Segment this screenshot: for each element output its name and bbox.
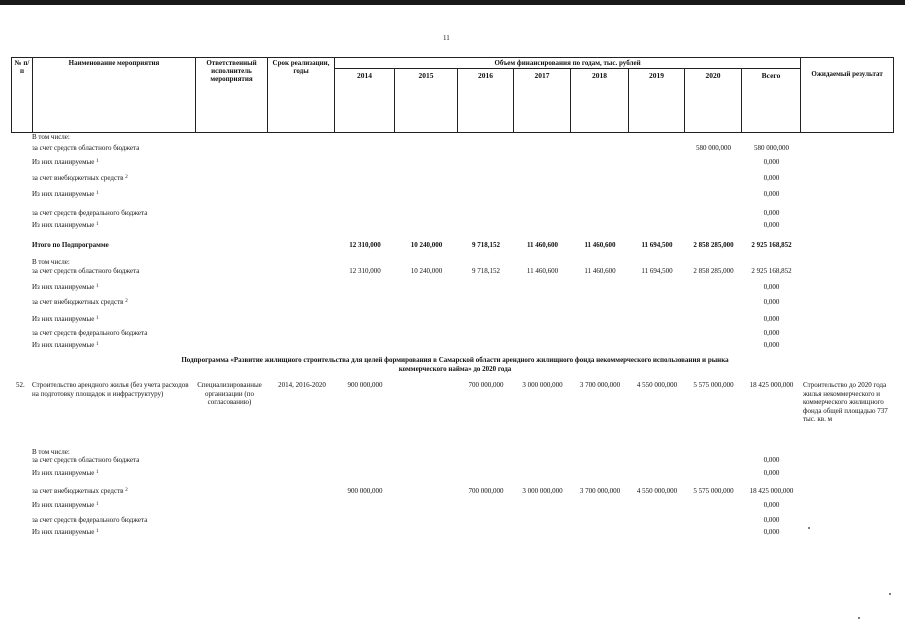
value-cell: 580 000,000 <box>754 144 789 152</box>
row-label-text: за счет средств федерального бюджета <box>32 516 148 524</box>
table-row <box>0 298 905 312</box>
row-label <box>32 329 147 337</box>
row-label-text: Из них планируемые <box>32 283 95 291</box>
value-cell: 12 310,000 <box>349 241 381 249</box>
value-cell: 11 460,600 <box>526 267 559 275</box>
value-cell: 700 000,000 <box>468 381 504 389</box>
row-label-text: В том числе: <box>32 258 70 266</box>
value-cell: 0,000 <box>763 283 780 291</box>
value-cell: 11 694,500 <box>641 267 673 275</box>
row-label <box>32 448 70 456</box>
value-cell: 0,000 <box>763 528 780 536</box>
value-cell: 2 925 168,852 <box>751 241 792 249</box>
header-year-2018: 2018 <box>571 69 629 133</box>
scan-speck <box>808 527 810 529</box>
row-label <box>32 258 70 266</box>
value-cell: 0,000 <box>763 298 780 306</box>
row-label <box>32 267 139 275</box>
table-row <box>0 144 905 158</box>
row-label-text: за счет внебюджетных средств <box>32 298 124 306</box>
row-label-text: за счет средств федерального бюджета <box>32 209 148 217</box>
footnote-mark: 2 <box>125 299 128 304</box>
table-row <box>0 221 905 235</box>
value-cell: 0,000 <box>763 469 780 477</box>
item-52-name: Строительство арендного жилья (без учета расходов на подготовку площадок и инфраструктуру) <box>32 381 189 398</box>
row-label-text: за счет внебюджетных средств <box>32 487 124 495</box>
row-label-text: Из них планируемые <box>32 469 95 477</box>
table-row <box>0 456 905 470</box>
header-financing: Объем финансирования по годам, тыс. рублей <box>335 58 801 69</box>
row-label-text: за счет средств областного бюджета <box>32 267 140 275</box>
table-row <box>0 190 905 204</box>
header-year-2017: 2017 <box>514 69 571 133</box>
value-cell: 0,000 <box>763 315 780 323</box>
row-label <box>32 133 70 141</box>
value-cell: 11 694,500 <box>641 241 673 249</box>
footnote-mark: 1 <box>96 222 99 227</box>
row-label <box>32 283 99 291</box>
value-cell: 3 000 000,000 <box>522 381 563 389</box>
value-cell: 11 460,600 <box>584 241 616 249</box>
footnote-mark: 1 <box>96 342 99 347</box>
table-row <box>0 267 905 281</box>
row-label-text: Итого по Подпрограмме <box>32 241 109 249</box>
row-label-text: за счет средств областного бюджета <box>32 144 140 152</box>
value-cell: 10 240,000 <box>410 267 443 275</box>
row-label-text: за счет внебюджетных средств <box>32 174 124 182</box>
table-header <box>11 57 894 133</box>
row-label <box>32 241 109 249</box>
row-label-text: Из них планируемые <box>32 190 95 198</box>
item-52-period: 2014, 2016-2020 <box>278 381 326 389</box>
value-cell: 9 718,152 <box>472 267 500 275</box>
value-cell: 0,000 <box>763 158 780 166</box>
value-cell: 11 460,600 <box>584 267 616 275</box>
item-52-num: 52. <box>16 381 25 389</box>
scan-speck <box>889 593 891 595</box>
item-52-values <box>0 381 905 395</box>
value-cell: 2 925 168,852 <box>751 267 792 275</box>
value-cell: 900 000,000 <box>347 381 383 389</box>
value-cell: 0,000 <box>763 501 780 509</box>
row-label <box>32 341 99 349</box>
table-row <box>0 501 905 515</box>
row-label <box>32 487 128 495</box>
value-cell: 0,000 <box>763 456 780 464</box>
value-cell: 18 425 000,000 <box>749 381 794 389</box>
footnote-mark: 2 <box>125 488 128 493</box>
header-year-2015: 2015 <box>395 69 458 133</box>
row-label <box>32 501 99 509</box>
value-cell: 4 550 000,000 <box>636 487 678 495</box>
subprogram-title: Подпрограмма «Развитие жилищного строительства для целей формирования в Самарской области арендного жилищного фонда некоммерческого использования и рынка коммерческого найма» до 2020 года <box>181 356 729 373</box>
scan-speck <box>858 617 860 619</box>
footnote-mark: 1 <box>96 191 99 196</box>
table-row <box>0 341 905 355</box>
row-label-text: В том числе: <box>32 133 70 141</box>
table-row <box>0 283 905 297</box>
page-number: 11 <box>443 34 450 42</box>
item-52-executor: Специализированные организации (по согласованию) <box>197 381 262 406</box>
value-cell: 580 000,000 <box>696 144 731 152</box>
row-label-text: за счет средств федерального бюджета <box>32 329 148 337</box>
table-row <box>0 528 905 542</box>
row-label <box>32 469 99 477</box>
row-label <box>32 190 99 198</box>
table-row <box>0 315 905 329</box>
row-label <box>32 528 99 536</box>
row-label <box>32 456 139 464</box>
row-label <box>32 174 128 182</box>
value-cell: 0,000 <box>763 341 780 349</box>
footnote-mark: 1 <box>96 529 99 534</box>
row-label <box>32 144 139 152</box>
row-label <box>32 516 147 524</box>
value-cell: 0,000 <box>763 174 780 182</box>
header-year-2016: 2016 <box>458 69 514 133</box>
value-cell: 11 460,600 <box>526 241 559 249</box>
header-year-2014: 2014 <box>335 69 395 133</box>
header-year-2019: 2019 <box>629 69 685 133</box>
table-row <box>0 174 905 188</box>
row-label-text: В том числе: <box>32 448 70 456</box>
row-label-text: Из них планируемые <box>32 315 95 323</box>
row-label-text: Из них планируемые <box>32 158 95 166</box>
footnote-mark: 1 <box>96 284 99 289</box>
table-row <box>0 487 905 501</box>
row-label-text: Из них планируемые <box>32 528 95 536</box>
total-row <box>0 241 905 255</box>
value-cell: 4 550 000,000 <box>636 381 678 389</box>
value-cell: 18 425 000,000 <box>749 487 794 495</box>
header-num: № п/п <box>12 58 33 133</box>
value-cell: 9 718,152 <box>472 241 500 249</box>
value-cell: 3 000 000,000 <box>522 487 563 495</box>
header-period: Срок реализации, годы <box>268 58 335 133</box>
value-cell: 2 858 285,000 <box>693 241 734 249</box>
value-cell: 900 000,000 <box>347 487 383 495</box>
value-cell: 700 000,000 <box>468 487 504 495</box>
row-label <box>32 209 147 217</box>
footnote-mark: 1 <box>96 159 99 164</box>
value-cell: 2 858 285,000 <box>693 267 734 275</box>
header-year-2020: 2020 <box>685 69 742 133</box>
value-cell: 0,000 <box>763 209 780 217</box>
value-cell: 5 575 000,000 <box>693 381 734 389</box>
row-label <box>32 158 99 166</box>
value-cell: 3 700 000,000 <box>579 487 621 495</box>
table-row <box>0 158 905 172</box>
scan-top-edge <box>0 0 905 5</box>
value-cell: 10 240,000 <box>410 241 443 249</box>
footnote-mark: 1 <box>96 470 99 475</box>
value-cell: 0,000 <box>763 221 780 229</box>
table-row <box>0 469 905 483</box>
item-52-result: Строительство до 2020 года жилья некоммерческого и коммерческого жилищного фонда общей площадью 737 тыс. кв. м <box>803 381 888 423</box>
row-label <box>32 221 99 229</box>
header-executor: Ответственный исполнитель мероприятия <box>196 58 268 133</box>
row-label-text: Из них планируемые <box>32 221 95 229</box>
value-cell: 5 575 000,000 <box>693 487 734 495</box>
value-cell: 0,000 <box>763 516 780 524</box>
row-label-text: за счет средств областного бюджета <box>32 456 140 464</box>
value-cell: 0,000 <box>763 190 780 198</box>
row-label <box>32 315 99 323</box>
header-result: Ожидаемый результат <box>801 58 894 133</box>
header-year-total: Всего <box>742 69 801 133</box>
footnote-mark: 1 <box>96 316 99 321</box>
footnote-mark: 1 <box>96 502 99 507</box>
row-label-text: Из них планируемые <box>32 341 95 349</box>
value-cell: 12 310,000 <box>349 267 381 275</box>
value-cell: 0,000 <box>763 329 780 337</box>
header-name: Наименование мероприятия <box>33 58 196 133</box>
row-label <box>32 298 128 306</box>
row-label-text: Из них планируемые <box>32 501 95 509</box>
value-cell: 3 700 000,000 <box>579 381 621 389</box>
footnote-mark: 2 <box>125 175 128 180</box>
